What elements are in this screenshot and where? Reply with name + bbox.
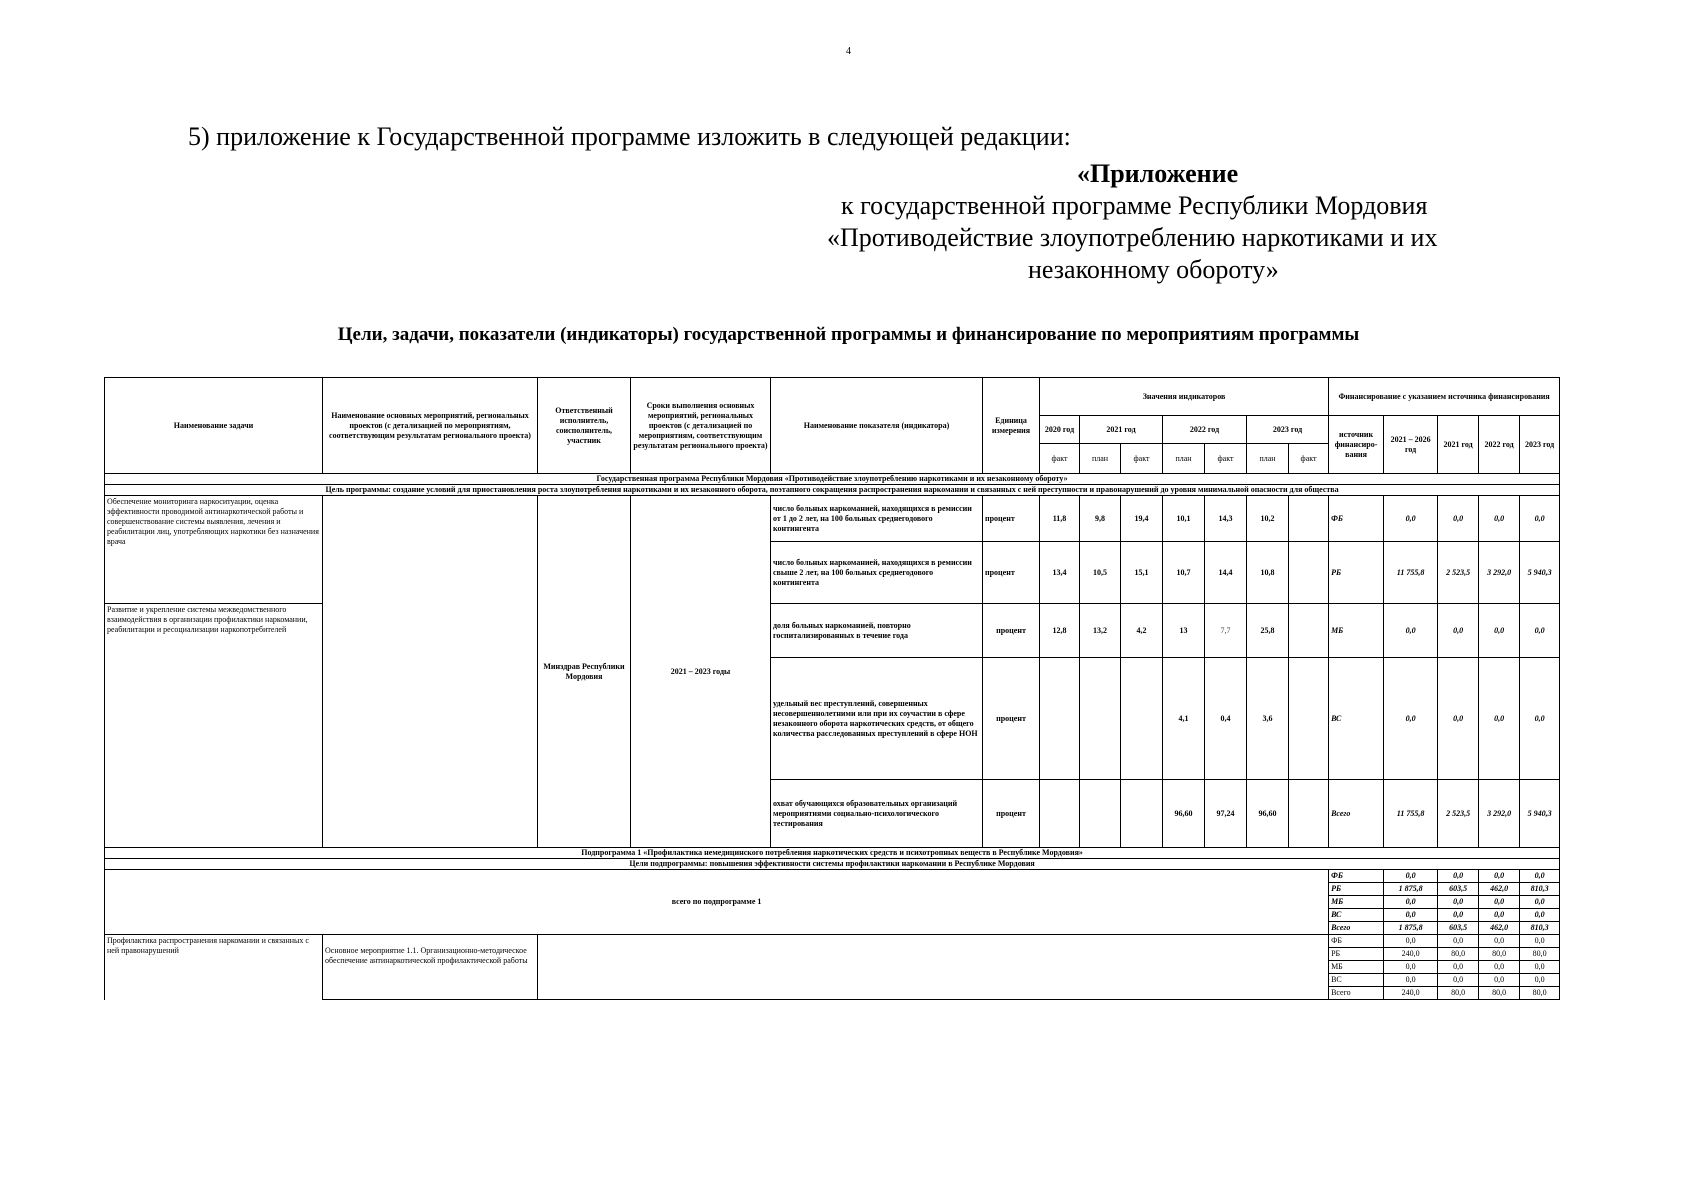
indicator-unit: процент [983, 604, 1040, 658]
fin-2021-2026: 0,0 [1384, 496, 1438, 542]
fin-2022: 462,0 [1479, 922, 1520, 935]
fin-source: РБ [1329, 883, 1384, 896]
fin-2022: 0,0 [1479, 870, 1520, 883]
value-2021-fact: 19,4 [1121, 496, 1163, 542]
subprogram-title: Подпрограмма 1 «Профилактика немедицинского потребления наркотических средств и психотропных веществ в Республике Мордовия» [105, 848, 1560, 859]
fin-2021: 0,0 [1438, 909, 1479, 922]
page-number: 4 [846, 46, 851, 57]
fin-2023: 0,0 [1520, 909, 1560, 922]
value-2023-plan: 96,60 [1247, 780, 1289, 848]
header-source: источник финансиро-вания [1329, 416, 1384, 474]
value-2020-fact: 12,8 [1040, 604, 1080, 658]
header-indicator: Наименование показателя (индикатора) [771, 378, 983, 474]
value-2022-plan: 10,1 [1163, 496, 1205, 542]
value-2023-fact [1289, 780, 1329, 848]
header-fin-2021: 2021 год [1438, 416, 1479, 474]
fin-2021: 80,0 [1438, 948, 1479, 961]
fin-2022: 80,0 [1479, 987, 1520, 1000]
value-2023-plan: 10,2 [1247, 496, 1289, 542]
value-2022-fact: 7,7 [1205, 604, 1247, 658]
value-2021-fact: 4,2 [1121, 604, 1163, 658]
fin-source: Всего [1329, 922, 1384, 935]
fin-2023: 0,0 [1520, 658, 1560, 780]
fin-2022: 0,0 [1479, 604, 1520, 658]
fin-2021-2026: 1 875,8 [1384, 883, 1438, 896]
subprogram-goal: Цели подпрограммы: повышения эффективности системы профилактики наркомании в Республике Мордовия [105, 859, 1560, 870]
header-2020: 2020 год [1040, 416, 1080, 444]
fin-source: ФБ [1329, 870, 1384, 883]
header-fin-2021-2026: 2021 – 2026 год [1384, 416, 1438, 474]
fin-2021-2026: 11 755,8 [1384, 542, 1438, 604]
fin-2021: 2 523,5 [1438, 542, 1479, 604]
appendix-title: «Приложение [1077, 159, 1239, 188]
value-2022-plan: 96,60 [1163, 780, 1205, 848]
fin-2023: 0,0 [1520, 496, 1560, 542]
value-2021-plan [1080, 658, 1121, 780]
value-2020-fact [1040, 658, 1080, 780]
value-2021-fact [1121, 658, 1163, 780]
fin-2023: 0,0 [1520, 896, 1560, 909]
fin-2021-2026: 0,0 [1384, 935, 1438, 948]
fin-2021-2026: 0,0 [1384, 658, 1438, 780]
fin-source: МБ [1329, 961, 1384, 974]
indicator-unit: процент [983, 496, 1040, 542]
fin-2021-2026: 0,0 [1384, 896, 1438, 909]
fin-2021: 0,0 [1438, 658, 1479, 780]
header-values: Значения индикаторов [1040, 378, 1329, 416]
indicator-name: число больных наркоманией, находящихся в ремиссии от 1 до 2 лет, на 100 больных среднегодового контингента [771, 496, 983, 542]
header-task: Наименование задачи [105, 378, 323, 474]
fin-2021-2026: 0,0 [1384, 870, 1438, 883]
measures-cell-empty [323, 496, 538, 848]
fin-source: ВС [1329, 974, 1384, 987]
executor: Минздрав Республики Мордовия [538, 496, 631, 848]
appendix-heading [700, 158, 1697, 286]
indicator-unit: процент [983, 542, 1040, 604]
indicator-name: доля больных наркоманией, повторно госпитализированных в течение года [771, 604, 983, 658]
header-executor: Ответственный исполнитель, соисполнитель, участник [538, 378, 631, 474]
header-financing: Финансирование с указанием источника финансирования [1329, 378, 1560, 416]
value-2023-plan: 10,8 [1247, 542, 1289, 604]
header-measures: Наименование основных мероприятий, региональных проектов (с детализацией по мероприятиям, соответствующим результатам регионального проекта) [323, 378, 538, 474]
header-plan: план [1247, 444, 1289, 474]
value-2023-plan: 3,6 [1247, 658, 1289, 780]
fin-2022: 3 292,0 [1479, 542, 1520, 604]
value-2022-plan: 4,1 [1163, 658, 1205, 780]
value-2022-fact: 14,4 [1205, 542, 1247, 604]
fin-2021: 2 523,5 [1438, 780, 1479, 848]
value-2020-fact: 11,8 [1040, 496, 1080, 542]
measure-1-1: Основное мероприятие 1.1. Организационно-методическое обеспечение антинаркотической профилактической работы [323, 935, 538, 1000]
value-2023-fact [1289, 542, 1329, 604]
header-2021: 2021 год [1080, 416, 1163, 444]
fin-2022: 0,0 [1479, 496, 1520, 542]
header-fact: факт [1040, 444, 1080, 474]
fin-2021: 603,5 [1438, 922, 1479, 935]
fin-2023: 0,0 [1520, 870, 1560, 883]
fin-2021: 80,0 [1438, 987, 1479, 1000]
fin-2021-2026: 240,0 [1384, 987, 1438, 1000]
fin-2022: 0,0 [1479, 935, 1520, 948]
fin-2023: 80,0 [1520, 987, 1560, 1000]
fin-2022: 0,0 [1479, 909, 1520, 922]
fin-2021-2026: 0,0 [1384, 604, 1438, 658]
fin-2021-2026: 11 755,8 [1384, 780, 1438, 848]
appendix-line-2: «Противодействие злоупотреблению наркотиками и их [827, 223, 1438, 252]
program-goal: Цель программы: создание условий для приостановления роста злоупотребления наркотиками и их незаконного оборота, поэтапного сокращения распространения наркомании и связанных с ней преступности и правонарушений до уровня минимальной опасности для общества [105, 485, 1560, 496]
appendix-line-3: незаконному обороту» [1028, 255, 1279, 284]
fin-source: МБ [1329, 896, 1384, 909]
header-unit: Единица измерения [983, 378, 1040, 474]
fin-2021: 0,0 [1438, 974, 1479, 987]
document-title: Цели, задачи, показатели (индикаторы) государственной программы и финансирование по мероприятиям программы [337, 324, 1360, 345]
value-2023-plan: 25,8 [1247, 604, 1289, 658]
value-2022-plan: 10,7 [1163, 542, 1205, 604]
fin-2022: 0,0 [1479, 658, 1520, 780]
fin-source: Всего [1329, 780, 1384, 848]
value-2021-plan [1080, 780, 1121, 848]
fin-2023: 5 940,3 [1520, 780, 1560, 848]
header-terms: Сроки выполнения основных мероприятий, региональных проектов (с детализацией по мероприятиям, соответствующим результатам регионального проекта) [631, 378, 771, 474]
header-fin-2022: 2022 год [1479, 416, 1520, 474]
fin-source: ВС [1329, 909, 1384, 922]
fin-source: Всего [1329, 987, 1384, 1000]
fin-2021: 0,0 [1438, 604, 1479, 658]
fin-2021: 603,5 [1438, 883, 1479, 896]
header-fact: факт [1205, 444, 1247, 474]
fin-2021: 0,0 [1438, 496, 1479, 542]
indicator-name: охват обучающихся образовательных организаций мероприятиями социально-психологического тестирования [771, 780, 983, 848]
fin-2021-2026: 0,0 [1384, 909, 1438, 922]
fin-2023: 0,0 [1520, 961, 1560, 974]
terms: 2021 – 2023 годы [631, 496, 771, 848]
task-1: Обеспечение мониторинга наркоситуации, оценка эффективности проводимой антинаркотической работы и совершенствование системы выявления, лечения и реабилитации лиц, употребляющих наркотики без назначения врача [105, 496, 323, 604]
fin-2021-2026: 0,0 [1384, 961, 1438, 974]
program-title: Государственная программа Республики Мордовия «Противодействие злоупотреблению наркотиками и их незаконному обороту» [105, 474, 1560, 485]
value-2021-plan: 13,2 [1080, 604, 1121, 658]
intro-text: 5) приложение к Государственной программе изложить в следующей редакции: [188, 122, 1071, 151]
fin-2021-2026: 0,0 [1384, 974, 1438, 987]
indicator-unit: процент [983, 780, 1040, 848]
fin-source: ВС [1329, 658, 1384, 780]
value-2021-plan: 10,5 [1080, 542, 1121, 604]
fin-2021-2026: 1 875,8 [1384, 922, 1438, 935]
fin-2022: 3 292,0 [1479, 780, 1520, 848]
value-2022-plan: 13 [1163, 604, 1205, 658]
measure-empty-cell [538, 935, 1329, 1000]
program-table [104, 377, 1560, 1000]
fin-source: РБ [1329, 948, 1384, 961]
fin-2022: 462,0 [1479, 883, 1520, 896]
fin-source: ФБ [1329, 496, 1384, 542]
value-2021-fact: 15,1 [1121, 542, 1163, 604]
header-fin-2023: 2023 год [1520, 416, 1560, 474]
fin-source: МБ [1329, 604, 1384, 658]
indicator-unit: процент [983, 658, 1040, 780]
value-2021-fact [1121, 780, 1163, 848]
header-2023: 2023 год [1247, 416, 1329, 444]
header-plan: план [1163, 444, 1205, 474]
value-2020-fact: 13,4 [1040, 542, 1080, 604]
value-2023-fact [1289, 658, 1329, 780]
fin-2021: 0,0 [1438, 896, 1479, 909]
fin-2022: 0,0 [1479, 961, 1520, 974]
header-fact: факт [1289, 444, 1329, 474]
fin-2023: 810,3 [1520, 922, 1560, 935]
fin-2023: 0,0 [1520, 935, 1560, 948]
fin-2023: 810,3 [1520, 883, 1560, 896]
value-2023-fact [1289, 604, 1329, 658]
indicator-name: число больных наркоманией, находящихся в ремиссии свыше 2 лет, на 100 больных среднегодового контингента [771, 542, 983, 604]
fin-2021: 0,0 [1438, 961, 1479, 974]
task-2: Развитие и укрепление системы межведомственного взаимодействия в организации профилактики наркомании, реабилитации и ресоциализации наркопотребителей [105, 604, 323, 848]
value-2023-fact [1289, 496, 1329, 542]
header-plan: план [1080, 444, 1121, 474]
task-3: Профилактика распространения наркомании и связанных с ней правонарушений [105, 935, 323, 1000]
fin-2021-2026: 240,0 [1384, 948, 1438, 961]
fin-2022: 0,0 [1479, 896, 1520, 909]
fin-2023: 80,0 [1520, 948, 1560, 961]
value-2022-fact: 14,3 [1205, 496, 1247, 542]
fin-source: ФБ [1329, 935, 1384, 948]
fin-2022: 0,0 [1479, 974, 1520, 987]
indicator-name: удельный вес преступлений, совершенных несовершеннолетними или при их соучастии в сфере незаконного оборота наркотических средств, от общего количества расследованных преступлений в сфере НОН [771, 658, 983, 780]
fin-2021: 0,0 [1438, 870, 1479, 883]
fin-2023: 0,0 [1520, 974, 1560, 987]
fin-2021: 0,0 [1438, 935, 1479, 948]
fin-2023: 5 940,3 [1520, 542, 1560, 604]
header-fact: факт [1121, 444, 1163, 474]
value-2021-plan: 9,8 [1080, 496, 1121, 542]
value-2022-fact: 97,24 [1205, 780, 1247, 848]
value-2022-fact: 0,4 [1205, 658, 1247, 780]
appendix-line-1: к государственной программе Республики Мордовия [841, 191, 1428, 220]
fin-source: РБ [1329, 542, 1384, 604]
value-2020-fact [1040, 780, 1080, 848]
fin-2023: 0,0 [1520, 604, 1560, 658]
header-2022: 2022 год [1163, 416, 1247, 444]
subprogram-total-label: всего по подпрограмме 1 [105, 870, 1329, 935]
fin-2022: 80,0 [1479, 948, 1520, 961]
